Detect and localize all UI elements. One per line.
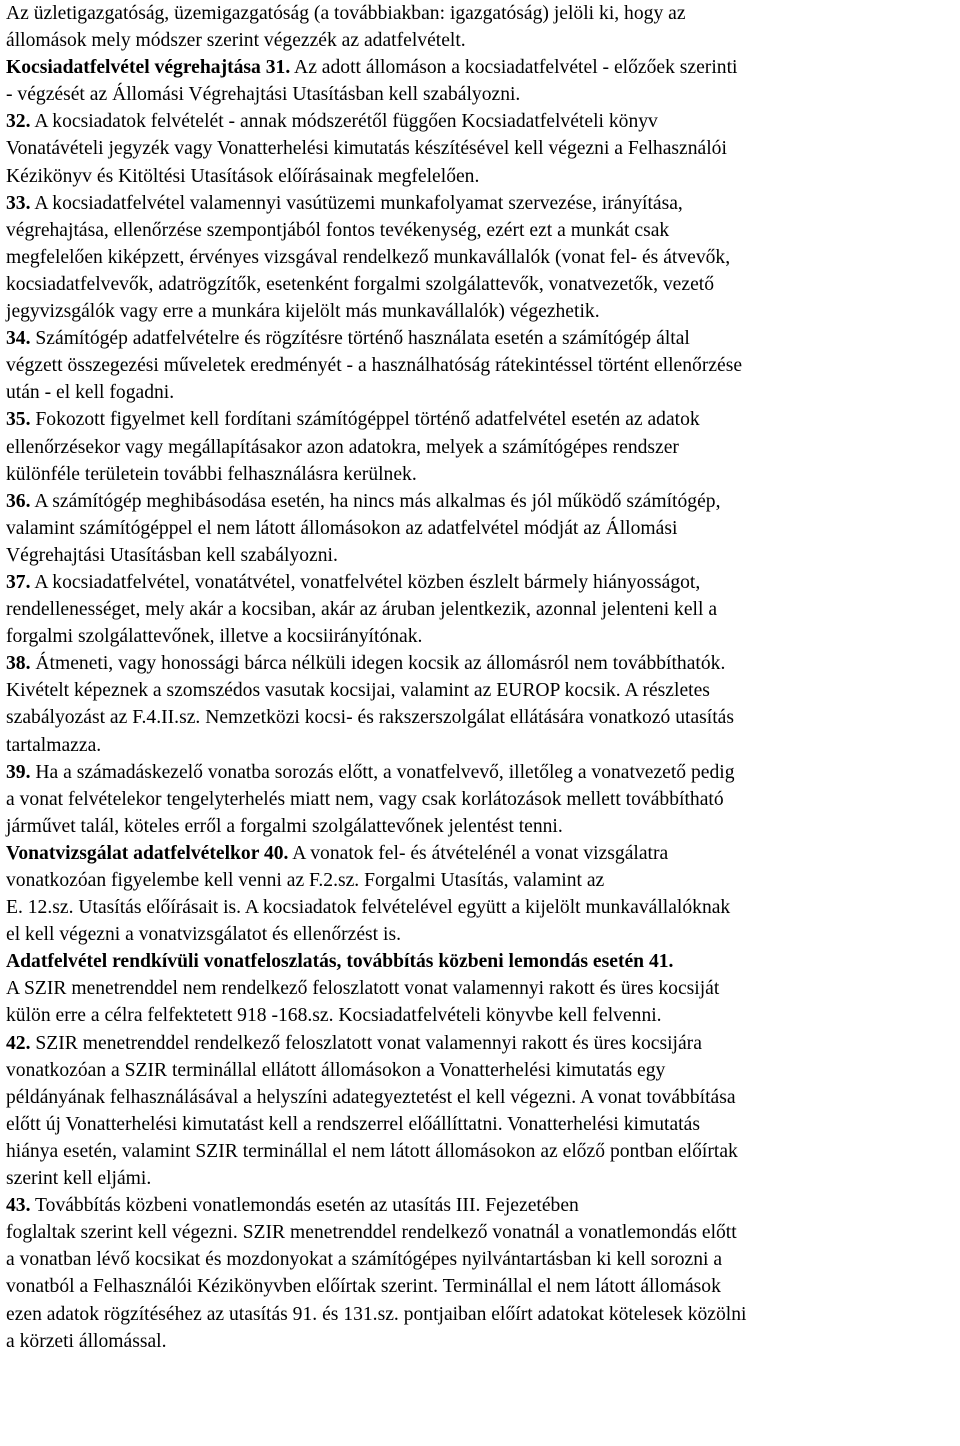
text-line <box>6 759 952 786</box>
text-run: Ha a számadáskezelő vonatba sorozás előtt, a vonatfelvevő, illetőleg a vonatvezető pedig <box>30 761 735 783</box>
text-line <box>6 1084 952 1111</box>
text-run: megfelelően kiképzett, érvényes vizsgával rendelkező munkavállalók (vonat fel- és átvevők, <box>6 246 731 268</box>
section-marker: 32. <box>6 111 31 133</box>
text-run: el kell végezni a vonatvizsgálatot és ellenőrzést is. <box>6 924 401 946</box>
text-run: Végrehajtási Utasításban kell szabályozni. <box>6 544 338 566</box>
text-line <box>6 1246 952 1273</box>
text-line <box>6 54 952 81</box>
section-marker: 37. <box>6 571 31 593</box>
text-run: a vonat felvételekor tengelyterhelés miatt nem, vagy csak korlátozások mellett továbbítható <box>6 788 724 810</box>
text-run: valamint számítógéppel el nem látott állomásokon az adatfelvétel módját az Állomási <box>6 517 678 539</box>
text-run: a körzeti állomással. <box>6 1330 167 1352</box>
text-run: kocsiadatfelvevők, adatrögzítők, esetenként forgalmi szolgálattevők, vonatvezetők, vezető <box>6 273 715 295</box>
text-run: A vonatok fel- és átvételénél a vonat vizsgálatra <box>288 842 669 864</box>
text-line <box>6 1192 952 1219</box>
text-line <box>6 461 952 488</box>
text-line <box>6 569 952 596</box>
text-run: példányának felhasználásával a helyszíni adategyeztetést el kell végezni. A vonat továbbítása <box>6 1086 736 1108</box>
text-line <box>6 108 952 135</box>
section-marker: 36. <box>6 490 31 512</box>
text-run: A kocsiadatfelvétel, vonatátvétel, vonatfelvétel közben észlelt bármely hiányosságot, <box>30 571 701 593</box>
text-line <box>6 379 952 406</box>
text-run: végrehajtása, ellenőrzése szempontjából fontos tevékenység, ezért ezt a munkát csak <box>6 219 670 241</box>
text-run: A kocsiadatok felvételét - annak módszerétől függően Kocsiadatfelvételi könyv <box>30 111 658 133</box>
text-run: A számítógép meghibásodása esetén, ha nincs más alkalmas és jól működő számítógép, <box>30 490 721 512</box>
section-marker: 35. <box>6 409 31 431</box>
text-run: állomások mely módszer szerint végezzék az adatfelvételt. <box>6 30 466 52</box>
text-run: szabályozást az F.4.II.sz. Nemzetközi kocsi- és rakszerszolgálat ellátására vonatkozó utasítás <box>6 707 735 729</box>
text-line <box>6 0 952 27</box>
text-line <box>6 217 952 244</box>
section-marker: 43. <box>6 1195 31 1217</box>
text-run: Számítógép adatfelvételre és rögzítésre történő használata esetén a számítógép által <box>30 328 690 350</box>
text-line <box>6 596 952 623</box>
text-run: Átmeneti, vagy honossági bárca nélküli idegen kocsik az állomásról nem továbbíthatók. <box>30 653 726 675</box>
text-line <box>6 1030 952 1057</box>
text-line <box>6 975 952 1002</box>
text-run: ezen adatok rögzítéséhez az utasítás 91. és 131.sz. pontjaiban előírt adatokat kötelesek közölni <box>6 1303 747 1325</box>
section-marker: 42. <box>6 1032 31 1054</box>
text-run: a vonatban lévő kocsikat és mozdonyokat a számítógépes nyilvántartásban ki kell sorozni a <box>6 1249 723 1271</box>
section-marker: Kocsiadatfelvétel végrehajtása 31. <box>6 57 291 79</box>
text-run: A kocsiadatfelvétel valamennyi vasútüzemi munkafolyamat szervezése, irányítása, <box>30 192 683 214</box>
text-line <box>6 650 952 677</box>
text-run: Fokozott figyelmet kell fordítani számítógéppel történő adatfelvétel esetén az adatok <box>30 409 700 431</box>
text-line <box>6 1111 952 1138</box>
text-run: hiánya esetén, valamint SZIR terminállal el nem látott állomásokon az előző pontban előírtak <box>6 1140 738 1162</box>
text-line <box>6 1328 952 1355</box>
text-run: szerint kell eljámi. <box>6 1168 152 1190</box>
text-line <box>6 623 952 650</box>
text-run: Továbbítás közbeni vonatlemondás esetén az utasítás III. Fejezetében <box>30 1195 579 1217</box>
text-line <box>6 1057 952 1084</box>
text-line <box>6 135 952 162</box>
text-run: Kézikönyv és Kitöltési Utasítások előírásainak megfelelően. <box>6 165 480 187</box>
text-line <box>6 352 952 379</box>
section-marker: Vonatvizsgálat adatfelvételkor 40. <box>6 842 289 864</box>
text-line <box>6 81 952 108</box>
section-marker: Adatfelvétel rendkívüli vonatfeloszlatás, továbbítás közbeni lemondás esetén 41. <box>6 951 674 973</box>
text-line <box>6 867 952 894</box>
text-line <box>6 1273 952 1300</box>
text-line <box>6 786 952 813</box>
text-line <box>6 325 952 352</box>
text-run: Az adott állomáson a kocsiadatfelvétel - előzőek szerinti <box>290 57 738 79</box>
text-run: ellenőrzésekor vagy megállapításakor azon adatokra, melyek a számítógépes rendszer <box>6 436 679 458</box>
text-line <box>6 677 952 704</box>
section-marker: 39. <box>6 761 31 783</box>
text-line <box>6 406 952 433</box>
text-run: vonatkozóan figyelembe kell venni az F.2.sz. Forgalmi Utasítás, valamint az <box>6 870 605 891</box>
document-page <box>6 0 952 1355</box>
text-run: jegyvizsgálók vagy erre a munkára kijelölt más munkavállalók) végezhetik. <box>6 301 600 323</box>
text-line <box>6 27 952 54</box>
text-line <box>6 271 952 298</box>
text-line <box>6 542 952 569</box>
text-run: Az üzletigazgatóság, üzemigazgatóság (a továbbiakban: igazgatóság) jelöli ki, hogy az <box>6 3 686 24</box>
text-line <box>6 1138 952 1165</box>
text-line <box>6 948 952 975</box>
section-marker: 33. <box>6 192 31 214</box>
text-line <box>6 298 952 325</box>
text-line <box>6 163 952 190</box>
text-line <box>6 894 952 921</box>
text-line <box>6 704 952 731</box>
text-run: külön erre a célra felfektetett 918 -168.sz. Kocsiadatfelvételi könyvbe kell felvenni. <box>6 1005 662 1027</box>
text-run: Vonatávételi jegyzék vagy Vonatterhelési kimutatás készítésével kell végezni a Felhasználói <box>6 138 727 160</box>
text-line <box>6 1219 952 1246</box>
text-run: után - el kell fogadni. <box>6 382 175 404</box>
text-line <box>6 732 952 759</box>
text-line <box>6 515 952 542</box>
text-run: végzett összegezési műveletek eredményét - a használhatóság rátekintéssel történt ellenőrzése <box>6 355 743 377</box>
text-run: foglaltak szerint kell végezni. SZIR menetrenddel rendelkező vonatnál a vonatlemondás előtt <box>6 1222 737 1244</box>
text-run: - végzését az Állomási Végrehajtási Utasításban kell szabályozni. <box>6 84 521 106</box>
text-run: vonatkozóan a SZIR terminállal ellátott állomásokon a Vonatterhelési kimutatás egy <box>6 1059 666 1081</box>
text-line <box>6 813 952 840</box>
text-line <box>6 1301 952 1328</box>
text-run: Kivételt képeznek a szomszédos vasutak kocsijai, valamint az EUROP kocsik. A részletes <box>6 680 710 702</box>
text-run: rendellenességet, mely akár a kocsiban, akár az áruban jelentkezik, azonnal jelenteni kell a <box>6 599 718 621</box>
text-run: különféle területein további felhasználásra kerülnek. <box>6 463 417 485</box>
text-run: SZIR menetrenddel rendelkező feloszlatott vonat valamennyi rakott és üres kocsijára <box>30 1032 702 1054</box>
text-run: tartalmazza. <box>6 734 102 756</box>
text-run: forgalmi szolgálattevőnek, illetve a kocsiirányítónak. <box>6 626 423 648</box>
text-run: járművet talál, köteles erről a forgalmi szolgálattevőnek jelentést tenni. <box>6 815 563 837</box>
text-run: A SZIR menetrenddel nem rendelkező feloszlatott vonat valamennyi rakott és üres kocsiját <box>6 978 720 1000</box>
text-run: E. 12.sz. Utasítás előírásait is. A kocsiadatok felvételével együtt a kijelölt munkavállalóknak <box>6 897 731 919</box>
text-line <box>6 1165 952 1192</box>
text-line <box>6 1002 952 1029</box>
text-line <box>6 921 952 948</box>
text-run: vonatból a Felhasználói Kézikönyvben előírtak szerint. Terminállal el nem látott állomások <box>6 1276 721 1298</box>
text-line <box>6 190 952 217</box>
text-line <box>6 488 952 515</box>
text-run: előtt új Vonatterhelési kimutatást kell a rendszerrel előállíttatni. Vonatterhelési kimutatás <box>6 1113 700 1135</box>
text-line <box>6 244 952 271</box>
section-marker: 34. <box>6 328 31 350</box>
section-marker: 38. <box>6 653 31 675</box>
text-line <box>6 434 952 461</box>
text-line <box>6 840 952 867</box>
